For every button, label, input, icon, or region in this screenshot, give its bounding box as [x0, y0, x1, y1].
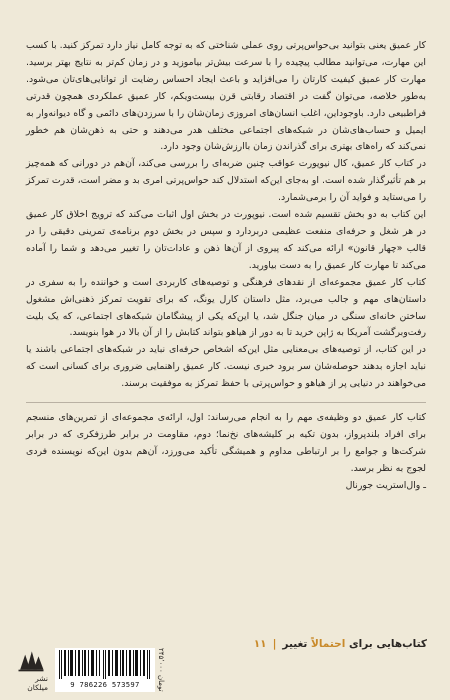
section-divider — [26, 402, 426, 403]
barcode-bars-icon — [58, 650, 152, 679]
back-cover-text — [26, 38, 426, 495]
quote-attribution: ـ وال‌استریت جورنال — [345, 479, 426, 491]
price-label: ۲۴۵٬۰۰۰ تومان — [157, 648, 165, 692]
description-paragraph-5: در این کتاب، از توصیه‌های بی‌معنایی مثل این‌که اشخاص حرفه‌ای نباید در شبکه‌های اجتماعی باشند یا نباید اجازه بدهند حوصله‌شان سر برود خبری نیست. کار عمیق راهنمایی ضروری برای کسانی است که می‌خواهند در دنیایی پر از هیاهو و حواس‌پرتی با حفظ تمرکز به موفقیت برسند. — [26, 344, 426, 390]
series-label-accent: احتمالاً — [311, 638, 346, 650]
review-quote: کتاب کار عمیق دو وظیفه‌ی مهم را به انجام می‌رساند: اول، ارائه‌ی مجموعه‌ای از تمرین‌های منسجم برای افراد بلندپرواز، بدون تکیه بر کلیشه‌های نخ‌نما؛ دوم، مقاومت در برابر طرزفکری که در برابر شرکت‌ها و جوامع را بر ارتباطی مداوم و همیشگی تأکید می‌ورزد، آن‌هم بدون این‌که نویسنده فردی لجوج به نظر برسد. — [26, 412, 426, 474]
publisher-logo-icon — [14, 648, 48, 673]
series-label-prefix: کتاب‌هایی برای — [348, 638, 427, 650]
series-number: ۱۱ — [253, 638, 267, 650]
series-label-suffix: تغییر — [282, 638, 308, 650]
description-paragraph-4: کتاب کار عمیق مجموعه‌ای از نقدهای فرهنگی و توصیه‌های کاربردی است و خواننده را به سفری در داستان‌های مهم و جالب می‌برد، مثل داستان کارل یونگ، که برای تقویت تمرکز ذهنی‌اش مشغول ساختن خانه‌ای سنگی در میان جنگل شد، یا این‌که یکی از پیشگامان شبکه‌های اجتماعی، که یک بلیت رفت‌وبرگشت آمریکا به ژاپن خرید تا به دور از هیاهو بتواند کتابش را از آن بالا در هوا بنویسد. — [26, 276, 426, 339]
barcode-digits: 9 786226 573597 — [70, 680, 140, 689]
series-separator: | — [272, 638, 277, 650]
description-paragraph-3: این کتاب به دو بخش تقسیم شده است. نیوپورت در بخش اول اثبات می‌کند که ترویج اخلاق کار عمیق در هر شغل و حرفه‌ای منفعت عظیمی دربردارد و سپس در بخش دوم برنامه‌ی تمرینی دقیقی را در قالب «چهار قانون» ارائه می‌کند که پیروی از آن‌ها ذهن و عادات‌تان را تغییر می‌دهد و شما را آماده می‌کند تا مهارت کار عمیق را به دست بیاورید. — [26, 209, 426, 271]
publisher-name: نشر میلکان — [27, 674, 48, 692]
barcode — [55, 648, 155, 692]
description-paragraph-1: کار عمیق یعنی بتوانید بی‌حواس‌پرتی روی عملی شناختی که به توجه کامل نیاز دارد تمرکز کنید. با کسب این مهارت، می‌توانید مطالب پیچیده را با سرعت بیش‌تر بیاموزید و در زمان کم‌تر به نتایج بهتر برسید. مهارت کار عمیق کیفیت کارتان را می‌افزاید و باعث ایجاد احساس رضایت از توانایی‌های‌تان می‌شود. به‌طور خلاصه، می‌توان گفت در اقتصاد رقابتی قرن بیست‌ویکم، کار عمیق عملکردی همچون قدرتی فراطبیعی دارد. باوجوداین، اغلب انسان‌های امروزی زمان‌شان را با سرزدن‌های دائمی و گاه دیوانه‌وار به ایمیل و حساب‌های‌شان در شبکه‌های اجتماعی مختلف هدر می‌دهند و حتی به ذهن‌شان هم خطور نمی‌کند که راه‌های بهتری برای گذراندن زمان باارزش‌شان وجود دارد. — [26, 40, 426, 153]
publisher-logo — [14, 648, 48, 692]
footer — [14, 648, 438, 692]
description-paragraph-2: در کتاب کار عمیق، کال نیوپورت عواقب چنین ضربه‌ای را بررسی می‌کند، آن‌هم در دورانی که همه‌چیز بر هم تأثیرگذار شده است. او به‌جای این‌که استدلال کند حواس‌پرتی امری بد و مضر است، قدرت تمرکز را می‌ستاید و فواید آن را برمی‌شمارد. — [26, 158, 426, 204]
isbn-barcode-block — [52, 648, 165, 692]
